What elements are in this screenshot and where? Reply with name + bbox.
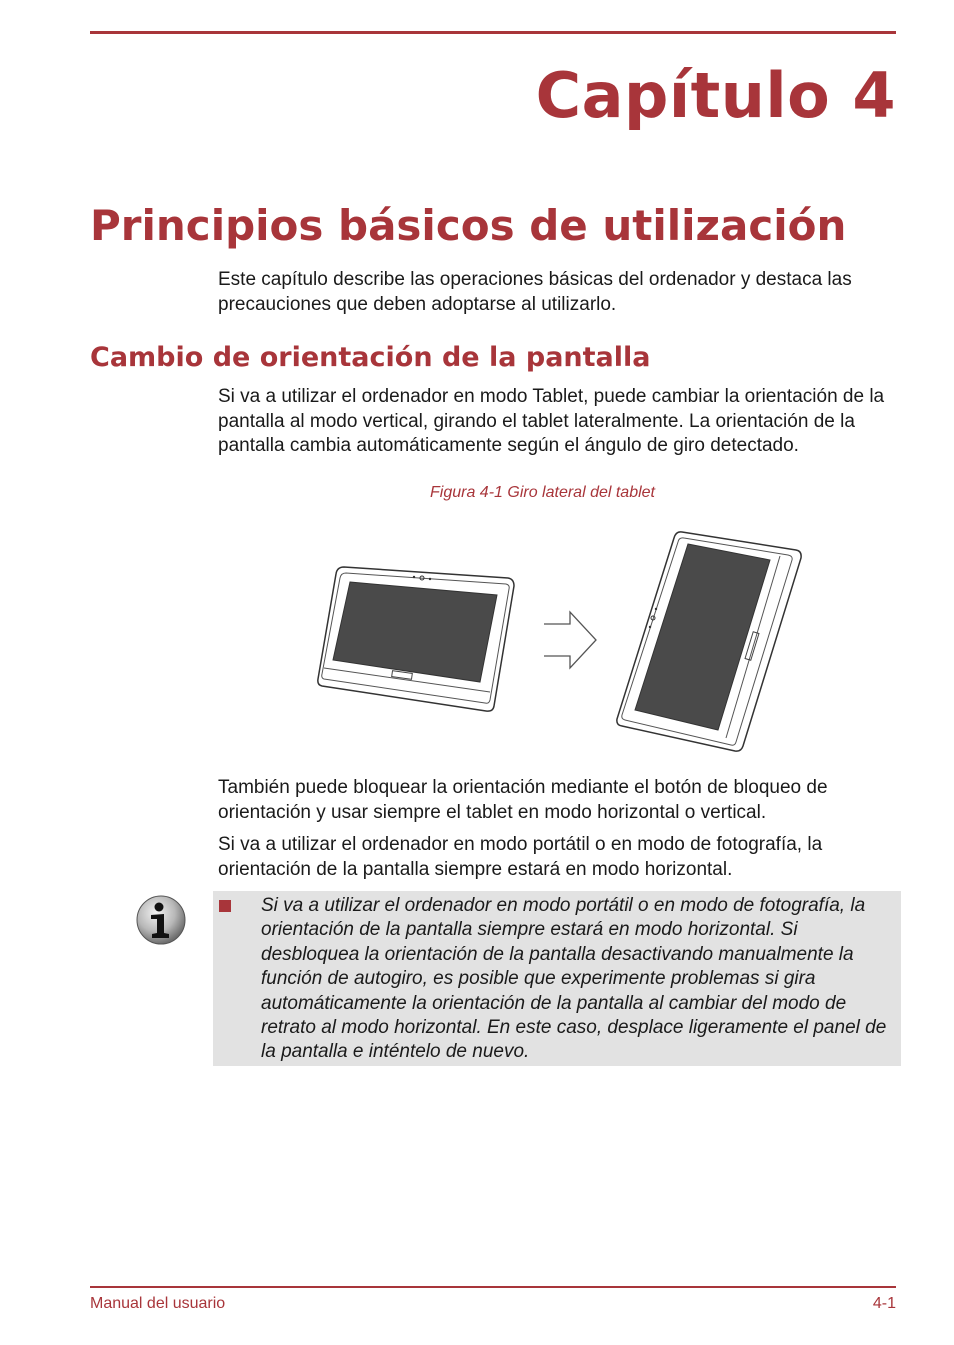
rotation-arrow-icon	[544, 612, 596, 668]
footer-manual-label: Manual del usuario	[90, 1295, 226, 1312]
page-number: 4-1	[872, 1295, 896, 1312]
section-paragraph-3: Si va a utilizar el ordenador en modo portátil o en modo de fotografía, la orientación de la pantalla siempre estará en modo horizontal.	[218, 834, 823, 880]
intro-paragraph: Este capítulo describe las operaciones básicas del ordenador y destaca las precauciones que deben adoptarse al utilizarlo.	[218, 269, 852, 315]
figure-caption: Figura 4-1 Giro lateral del tablet	[430, 484, 655, 501]
page-title: Principios básicos de utilización	[90, 201, 847, 250]
header-rule	[90, 31, 896, 34]
chapter-title: Capítulo 4	[535, 59, 896, 132]
note-box	[213, 891, 901, 1066]
landscape-tablet-illustration	[318, 567, 514, 711]
section-paragraph-2: También puede bloquear la orientación mediante el botón de bloqueo de orientación y usar siempre el tablet en modo horizontal o vertical.	[218, 777, 828, 823]
note-bullet	[219, 900, 231, 912]
note-text: Si va a utilizar el ordenador en modo portátil o en modo de fotografía, la orientación de la pantalla siempre estará en modo horizontal. Si desbloquea la orientación de la pantalla desactivando manualmente la función de autogiro, es posible que experimente problemas si gira automáticamente la orientación de la pantalla al cambiar del modo de retrato al modo horizontal. En este caso, desplace ligeramente el panel de la pantalla e inténtelo de nuevo.	[261, 895, 887, 1063]
tablet-rotation-figure	[300, 520, 820, 760]
footer-rule	[90, 1286, 896, 1288]
portrait-tablet-illustration	[617, 532, 801, 751]
info-icon	[134, 893, 188, 947]
section-paragraph-1: Si va a utilizar el ordenador en modo Tablet, puede cambiar la orientación de la pantalla al modo vertical, girando el tablet lateralmente. La orientación de la pantalla cambia automáticamente según el ángulo de giro detectado.	[218, 386, 885, 456]
section-heading: Cambio de orientación de la pantalla	[90, 342, 651, 373]
